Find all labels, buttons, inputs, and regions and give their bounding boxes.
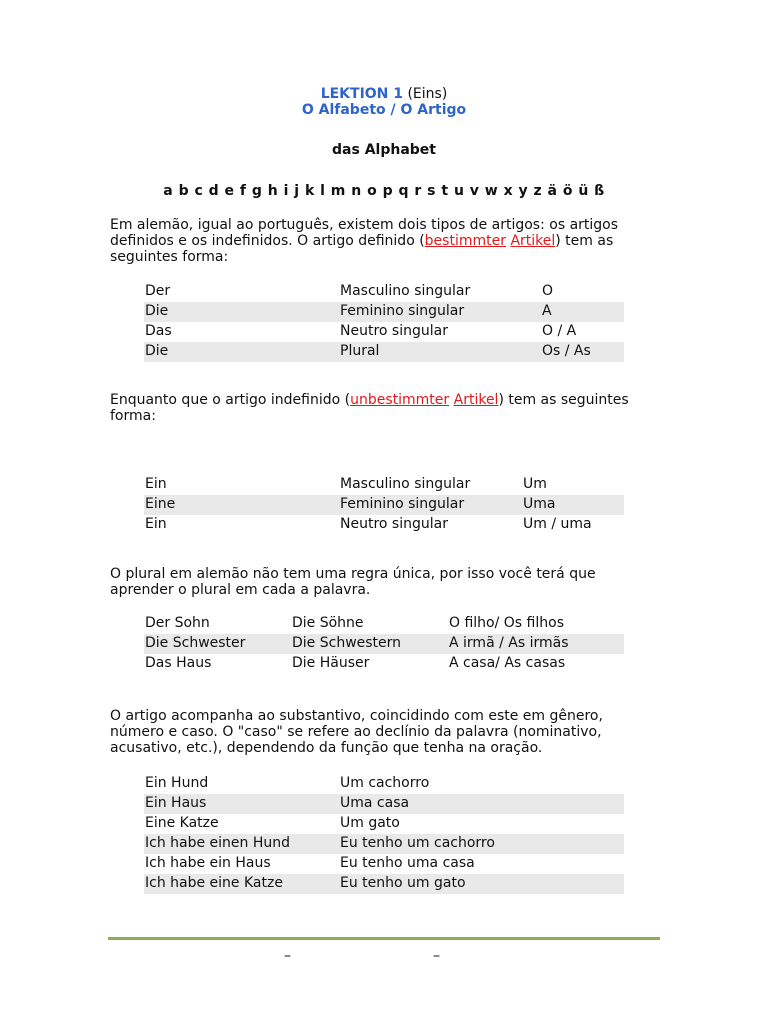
german-article: Eine xyxy=(145,496,176,512)
portuguese-article: O xyxy=(542,283,554,299)
table-row xyxy=(144,282,624,302)
intro-text-before: Em alemão, igual ao português, existem dois tipos de artigos: os artigos definidos e os indefinidos. O artigo definido ( xyxy=(110,217,619,249)
portuguese-phrase: Um gato xyxy=(340,815,400,831)
portuguese-article: Uma xyxy=(523,496,556,512)
singular-noun: Das Haus xyxy=(145,655,212,671)
german-phrase: Ich habe ein Haus xyxy=(145,855,271,871)
german-phrase: Ich habe einen Hund xyxy=(145,835,291,851)
table-row xyxy=(144,854,624,874)
gender-label: Masculino singular xyxy=(340,476,471,492)
german-phrase: Ein Haus xyxy=(145,795,207,811)
table-row xyxy=(144,515,624,535)
singular-noun: Der Sohn xyxy=(145,615,210,631)
portuguese-article: Os / As xyxy=(542,343,591,359)
portuguese-phrase: Eu tenho um cachorro xyxy=(340,835,495,851)
plural-paragraph: O plural em alemão não tem uma regra única, por isso você terá que aprender o plural em cada a palavra. xyxy=(110,566,596,598)
examples-table xyxy=(144,774,624,894)
table-row xyxy=(144,475,624,495)
portuguese-article: O / A xyxy=(542,323,577,339)
table-row xyxy=(144,654,624,674)
german-article: Der xyxy=(145,283,171,299)
plural-noun: Die Söhne xyxy=(292,615,364,631)
plural-noun: Die Schwestern xyxy=(292,635,402,651)
indefinite-article-table xyxy=(144,475,624,535)
table-row xyxy=(144,874,624,894)
lesson-number-word: (Eins) xyxy=(407,86,448,102)
portuguese-phrase: Uma casa xyxy=(340,795,410,811)
definite-article-table xyxy=(144,282,624,362)
table-row xyxy=(144,634,624,654)
footer-rule xyxy=(108,937,660,940)
translation: A casa/ As casas xyxy=(449,655,566,671)
german-phrase: Eine Katze xyxy=(145,815,219,831)
lesson-number: LEKTION 1 xyxy=(320,86,404,102)
plural-table xyxy=(144,614,624,674)
portuguese-article: Um / uma xyxy=(523,516,592,532)
indefinite-text-before: Enquanto que o artigo indefinido ( xyxy=(110,392,351,408)
german-article: Die xyxy=(145,343,169,359)
term-artikel: Artikel xyxy=(510,233,556,249)
plural-noun: Die Häuser xyxy=(292,655,370,671)
portuguese-phrase: Eu tenho um gato xyxy=(340,875,466,891)
gender-label: Plural xyxy=(340,343,380,359)
german-phrase: Ich habe eine Katze xyxy=(145,875,283,891)
table-row xyxy=(144,794,624,814)
gender-label: Feminino singular xyxy=(340,496,465,512)
intro-text-after: ) tem as seguintes forma: xyxy=(110,233,614,265)
translation: O filho/ Os filhos xyxy=(449,615,564,631)
footer-dash-right: – xyxy=(433,948,440,964)
singular-noun: Die Schwester xyxy=(145,635,246,651)
german-article: Ein xyxy=(145,476,167,492)
footer-dash-left: – xyxy=(284,948,291,964)
table-row xyxy=(144,322,624,342)
table-row xyxy=(144,774,624,794)
lesson-subtitle: O Alfabeto / O Artigo xyxy=(301,102,467,118)
term-bestimmter: bestimmter xyxy=(424,233,506,249)
lesson-title xyxy=(0,86,768,102)
gender-label: Neutro singular xyxy=(340,516,448,532)
term-unbestimmter: unbestimmter xyxy=(350,392,450,408)
portuguese-article: A xyxy=(542,303,552,319)
gender-label: Feminino singular xyxy=(340,303,465,319)
alphabet-heading: das Alphabet xyxy=(332,142,436,158)
portuguese-phrase: Eu tenho uma casa xyxy=(340,855,475,871)
term-artikel: Artikel xyxy=(453,392,499,408)
german-article: Das xyxy=(145,323,172,339)
translation: A irmã / As irmãs xyxy=(449,635,569,651)
german-phrase: Ein Hund xyxy=(145,775,209,791)
german-article: Die xyxy=(145,303,169,319)
indefinite-text-after: ) tem as seguintes forma: xyxy=(110,392,629,424)
gender-label: Neutro singular xyxy=(340,323,448,339)
intro-paragraph xyxy=(110,217,655,265)
german-article: Ein xyxy=(145,516,167,532)
portuguese-phrase: Um cachorro xyxy=(340,775,430,791)
gender-label: Masculino singular xyxy=(340,283,471,299)
indefinite-paragraph xyxy=(110,392,655,424)
case-paragraph: O artigo acompanha ao substantivo, coincidindo com este em gênero, número e caso. O "caso" se refere ao declínio da palavra (nominativo, acusativo, etc.), dependendo da função que tenha na oração. xyxy=(110,708,603,756)
table-row xyxy=(144,495,624,515)
alphabet-letters: a b c d e f g h i j k l m n o p q r s t u v w x y z ä ö ü ß xyxy=(163,183,605,199)
table-row xyxy=(144,302,624,322)
table-row xyxy=(144,834,624,854)
table-row xyxy=(144,614,624,634)
table-row xyxy=(144,814,624,834)
table-row xyxy=(144,342,624,362)
portuguese-article: Um xyxy=(523,476,547,492)
